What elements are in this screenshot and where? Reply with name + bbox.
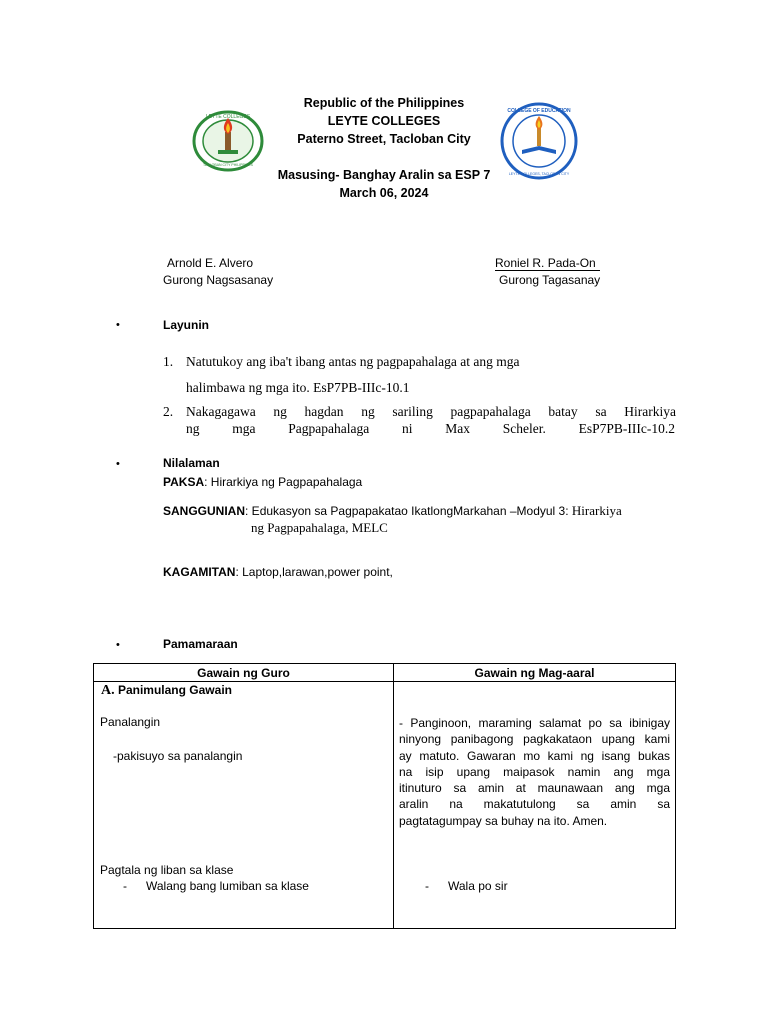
prayer-line: ay matuto. Gawaran mo kami ng isang bukas	[399, 748, 670, 763]
prayer-line: ninyong panibagong pagkakataon upang kami	[399, 732, 670, 747]
dash-marker: -	[425, 879, 429, 893]
objective-2-line1: Nakagagawa ng hagdan ng sariling pagpapahalaga batay sa Hirarkiya	[186, 404, 676, 419]
objective-2-line2: ng mga Pagpapahalaga ni Max Scheler. EsP7PB-IIIc-10.2	[186, 421, 675, 436]
column-header-guro: Gawain ng Guro	[94, 664, 394, 682]
section-a-letter: A.	[101, 683, 115, 698]
prayer-line: aralin na makatutulong sa amin sa	[399, 797, 670, 812]
paksa-label: PAKSA	[163, 475, 205, 489]
section-heading-pamamaraan: Pamamaraan	[163, 637, 238, 651]
walang-question: Walang bang lumiban sa klase	[146, 879, 309, 893]
prayer-line: - Panginoon, maraming salamat po sa ibinigay	[399, 716, 670, 730]
prayer-line: itinuturo sa amin at maunawaan ang mga	[399, 781, 670, 796]
pakisuyo-text: -pakisuyo sa panalangin	[113, 749, 243, 763]
header-line-school: LEYTE COLLEGES	[327, 114, 441, 128]
header-line-address: Paterno Street, Tacloban City	[297, 132, 471, 146]
wala-answer: Wala po sir	[448, 879, 508, 893]
bullet-icon: •	[116, 458, 120, 470]
objective-1-line1: Natutukoy ang iba't ibang antas ng pagpapahalaga at ang mga	[186, 354, 520, 369]
kagamitan-label: KAGAMITAN	[163, 565, 236, 579]
pagtala-label: Pagtala ng liban sa klase	[100, 863, 234, 877]
section-heading-nilalaman: Nilalaman	[163, 456, 220, 470]
bullet-icon: •	[116, 319, 120, 331]
left-logo-ring-text: LEYTE COLLEGES	[205, 114, 251, 120]
left-logo-sub-text: TACLOBAN CITY PHILIPPINES	[202, 163, 254, 167]
sanggunian-label: SANGGUNIAN	[163, 504, 246, 518]
prayer-line: na isip upang maipasok namin ang mga	[399, 764, 670, 779]
section-a-text: Panimulang Gawain	[114, 683, 232, 697]
college-of-education-seal-icon	[500, 102, 578, 180]
objective-1-line2: halimbawa ng mga ito. EsP7PB-IIIc-10.1	[186, 380, 410, 395]
objective-2-number: 2.	[163, 404, 174, 419]
prayer-text	[399, 715, 670, 829]
right-logo-sub-text: LEYTE COLLEGES, TACLOBAN CITY	[508, 172, 570, 176]
sanggunian-value: : Edukasyon sa Pagpapakatao IkatlongMarkahan –Modyul 3:	[245, 504, 572, 518]
bullet-icon: •	[116, 639, 120, 651]
sanggunian-title-part1: Hirarkiya	[571, 503, 622, 518]
kagamitan-value: : Laptop,larawan,power point,	[235, 565, 393, 579]
guro-cell	[94, 682, 394, 929]
mag-aaral-cell	[394, 682, 676, 929]
right-logo-ring-text: COLLEGE OF EDUCATION	[507, 108, 571, 114]
procedure-table	[93, 663, 676, 929]
leyte-colleges-seal-icon	[192, 110, 264, 172]
sanggunian-row	[163, 503, 622, 519]
teacher-role-right: Gurong Tagasanay	[499, 273, 601, 287]
dash-marker: -	[123, 879, 127, 893]
teacher-name-right: Roniel R. Pada-On	[495, 256, 600, 271]
prayer-line: pagtatagumpay sa buhay na ito. Amen.	[399, 813, 608, 828]
kagamitan-row	[163, 565, 393, 579]
section-heading-layunin: Layunin	[163, 318, 210, 332]
paksa-row	[163, 475, 362, 489]
objective-1-number: 1.	[163, 354, 174, 369]
panalangin-label: Panalangin	[100, 715, 161, 729]
teacher-name-left: Arnold E. Alvero	[167, 256, 254, 270]
column-header-mag-aaral: Gawain ng Mag-aaral	[394, 664, 676, 682]
document-date: March 06, 2024	[339, 186, 429, 200]
document-title: Masusing- Banghay Aralin sa ESP 7	[277, 168, 491, 182]
paksa-value: : Hirarkiya ng Pagpapahalaga	[204, 475, 363, 489]
sanggunian-title-part2: ng Pagpapahalaga, MELC	[251, 520, 388, 535]
teacher-role-left: Gurong Nagsasanay	[163, 273, 274, 287]
section-a-title	[101, 683, 232, 699]
header-line-republic: Republic of the Philippines	[303, 96, 465, 110]
